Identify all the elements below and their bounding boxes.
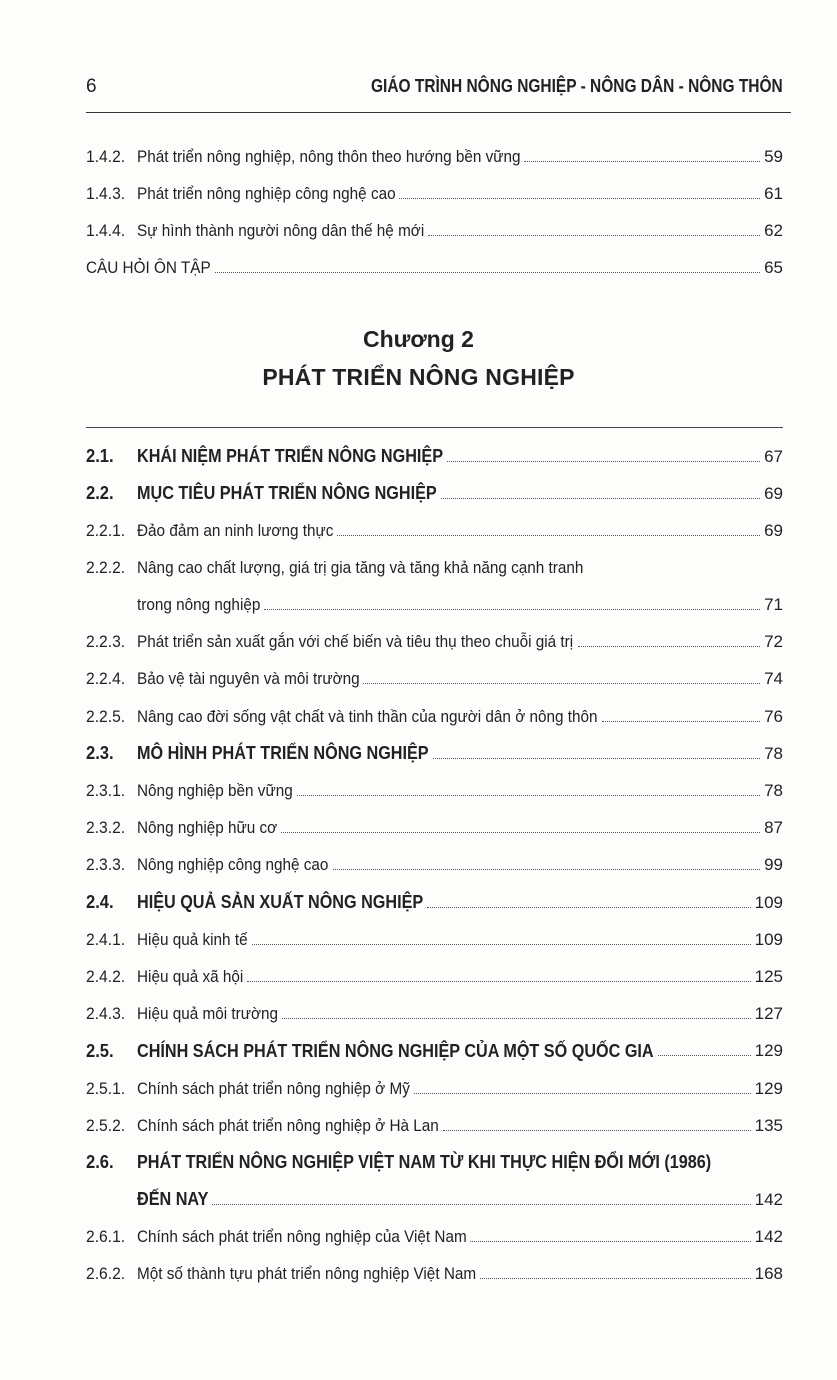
toc-entry-page: 59 (764, 146, 783, 166)
dot-leader (447, 461, 760, 462)
dot-leader (470, 1241, 750, 1242)
toc-entry (86, 661, 783, 698)
toc-entry (86, 475, 783, 512)
toc-entry-page: 125 (754, 966, 783, 986)
toc-entry-number: 2.6.2. (86, 1264, 126, 1284)
dot-leader (428, 235, 760, 236)
toc-entry-title: MỤC TIÊU PHÁT TRIỂN NÔNG NGHIỆP (137, 483, 437, 504)
toc-entry-title: HIỆU QUẢ SẢN XUẤT NÔNG NGHIỆP (137, 892, 424, 913)
toc-entry-page: 109 (754, 892, 783, 912)
toc-entry-title: Nâng cao chất lượng, giá trị gia tăng và tăng khả năng cạnh tranh (137, 558, 584, 578)
toc-entry-page: 129 (754, 1078, 783, 1098)
toc-entry (86, 550, 783, 624)
toc-entry-number: 2.2.5. (86, 706, 126, 726)
dot-leader (480, 1278, 750, 1279)
toc-entry-page: 61 (764, 183, 783, 203)
running-title: GIÁO TRÌNH NÔNG NGHIỆP - NÔNG DÂN - NÔNG THÔN (371, 76, 783, 96)
toc-entry (86, 995, 783, 1032)
toc-entry-page: 69 (764, 521, 783, 541)
dot-leader (212, 1204, 751, 1205)
toc-entry-page: 142 (754, 1226, 783, 1246)
toc-entry-title: Phát triển nông nghiệp công nghệ cao (137, 183, 396, 203)
chapter-number: Chương 2 (363, 326, 474, 352)
toc-entry (86, 1218, 783, 1255)
toc-entry-number: 2.1. (86, 446, 114, 467)
toc-entry (86, 624, 783, 661)
dot-leader (281, 832, 760, 833)
toc-entry-page: 127 (754, 1004, 783, 1024)
toc-entry-number: 2.2.4. (86, 669, 126, 689)
toc-entry-title: Đảo đảm an ninh lương thực (137, 521, 334, 541)
toc-entry-number: 2.3.3. (86, 855, 126, 875)
toc-entry-number: 2.4. (86, 892, 114, 913)
toc-entry-title: Sự hình thành người nông dân thế hệ mới (137, 221, 425, 241)
dot-leader (282, 1018, 750, 1019)
toc-entry-number: 2.5.2. (86, 1115, 126, 1135)
toc-entry (86, 698, 783, 735)
toc-entry-title: Hiệu quả môi trường (137, 1004, 279, 1024)
dot-leader (658, 1055, 751, 1056)
toc-entry-title-continued: ĐẾN NAY (137, 1189, 209, 1210)
toc-entry-number: 2.2.3. (86, 632, 126, 652)
toc-entry-page: 129 (754, 1041, 783, 1061)
toc-entry-title: Nông nghiệp hữu cơ (137, 818, 278, 838)
toc-entry-number: 2.3. (86, 743, 114, 764)
dot-leader (414, 1093, 751, 1094)
toc-entry-page: 142 (754, 1189, 783, 1209)
toc-entry (86, 1070, 783, 1107)
dot-leader (252, 944, 751, 945)
dot-leader (337, 535, 760, 536)
toc-chapter-2-list (86, 438, 783, 1293)
toc-entry-page: 74 (764, 669, 783, 689)
toc-entry (86, 884, 783, 921)
toc-entry (86, 138, 783, 175)
dot-leader (602, 721, 760, 722)
toc-entry (86, 438, 783, 475)
toc-entry-number: 2.2. (86, 483, 114, 504)
toc-entry-number: 2.5.1. (86, 1078, 126, 1098)
toc-continued-list (86, 138, 783, 287)
toc-entry-page: 67 (764, 446, 783, 466)
toc-entry-title: Phát triển sản xuất gắn với chế biến và tiêu thụ theo chuỗi giá trị (137, 632, 574, 652)
toc-entry (86, 847, 783, 884)
toc-entry (86, 1107, 783, 1144)
dot-leader (399, 198, 760, 199)
dot-leader (215, 272, 760, 273)
toc-entry (86, 1144, 783, 1218)
toc-entry-title: Nông nghiệp bền vững (137, 781, 293, 800)
dot-leader (363, 683, 760, 684)
toc-entry-number: 2.6.1. (86, 1226, 126, 1246)
toc-entry-number: 2.6. (86, 1152, 114, 1173)
toc-entry-title: Hiệu quả xã hội (137, 966, 244, 986)
toc-entry-page: 135 (754, 1115, 783, 1135)
toc-entry-number: 1.4.4. (86, 221, 126, 241)
toc-entry-number: 2.3.2. (86, 818, 126, 838)
toc-entry-page: 87 (764, 818, 783, 838)
dot-leader (264, 609, 760, 610)
toc-entry-number: 2.2.2. (86, 558, 126, 578)
toc-entry (86, 810, 783, 847)
toc-entry (86, 175, 783, 212)
toc-entry (86, 512, 783, 549)
dot-leader (433, 758, 760, 759)
toc-entry-number: 2.2.1. (86, 521, 126, 541)
toc-entry-title: CHÍNH SÁCH PHÁT TRIỂN NÔNG NGHIỆP CỦA MỘT SỐ QUỐC GIA (137, 1040, 654, 1061)
toc-entry-title: CÂU HỎI ÔN TẬP (86, 258, 211, 278)
toc-entry (86, 1033, 783, 1070)
toc-entry-title-continued: trong nông nghiệp (137, 595, 261, 615)
toc-entry (86, 921, 783, 958)
toc-entry-title: MÔ HÌNH PHÁT TRIỂN NÔNG NGHIỆP (137, 743, 429, 764)
toc-entry-title: Phát triển nông nghiệp, nông thôn theo hướng bền vững (137, 146, 521, 166)
toc-entry-number: 2.4.2. (86, 966, 126, 986)
toc-entry-title: Nông nghiệp công nghệ cao (137, 855, 329, 875)
page-number: 6 (86, 76, 97, 97)
toc-entry-number: 2.3.1. (86, 781, 126, 800)
chapter-rule-top (86, 427, 783, 428)
toc-entry-page: 109 (754, 929, 783, 949)
header-rule (86, 112, 791, 113)
toc-entry-page: 71 (764, 595, 783, 615)
toc-entry-title: Nâng cao đời sống vật chất và tinh thần của người dân ở nông thôn (137, 706, 598, 726)
dot-leader (524, 161, 760, 162)
toc-entry-title: Bảo vệ tài nguyên và môi trường (137, 669, 360, 689)
toc-entry-page: 72 (764, 632, 783, 652)
toc-entry-title: Một số thành tựu phát triển nông nghiệp Việt Nam (137, 1264, 477, 1284)
toc-entry-number: 2.4.3. (86, 1004, 126, 1024)
toc-entry-number: 2.5. (86, 1040, 114, 1061)
toc-entry-title: Chính sách phát triển nông nghiệp ở Hà Lan (137, 1115, 439, 1135)
dot-leader (427, 907, 750, 908)
toc-entry (86, 772, 783, 809)
toc-entry-number: 1.4.3. (86, 183, 126, 203)
toc-entry-page: 69 (764, 483, 783, 503)
toc-entry (86, 958, 783, 995)
toc-entry-title: KHÁI NIỆM PHÁT TRIỂN NÔNG NGHIỆP (137, 446, 444, 467)
toc-entry-page: 168 (754, 1264, 783, 1284)
toc-entry-number: 1.4.2. (86, 146, 126, 166)
toc-entry-title: Hiệu quả kinh tế (137, 929, 248, 949)
toc-entry-page: 62 (764, 221, 783, 241)
toc-entry-page: 99 (764, 855, 783, 875)
toc-entry (86, 250, 783, 287)
page-header (86, 76, 783, 104)
toc-entry-title: Chính sách phát triển nông nghiệp của Việt Nam (137, 1226, 467, 1246)
dot-leader (247, 981, 750, 982)
toc-entry-number: 2.4.1. (86, 929, 126, 949)
toc-entry (86, 735, 783, 772)
toc-entry-title: Chính sách phát triển nông nghiệp ở Mỹ (137, 1078, 410, 1098)
toc-entry (86, 212, 783, 249)
dot-leader (333, 869, 760, 870)
dot-leader (297, 795, 760, 796)
dot-leader (441, 498, 760, 499)
toc-entry-page: 78 (764, 743, 783, 763)
toc-entry-page: 78 (764, 781, 783, 800)
dot-leader (578, 646, 761, 647)
toc-entry-page: 76 (764, 706, 783, 726)
toc-entry (86, 1255, 783, 1292)
dot-leader (443, 1130, 751, 1131)
toc-entry-title: PHÁT TRIỂN NÔNG NGHIỆP VIỆT NAM TỪ KHI THỰC HIỆN ĐỔI MỚI (1986) (137, 1152, 712, 1173)
chapter-title: PHÁT TRIỂN NÔNG NGHIỆP (262, 364, 575, 390)
toc-entry-page: 65 (764, 258, 783, 278)
